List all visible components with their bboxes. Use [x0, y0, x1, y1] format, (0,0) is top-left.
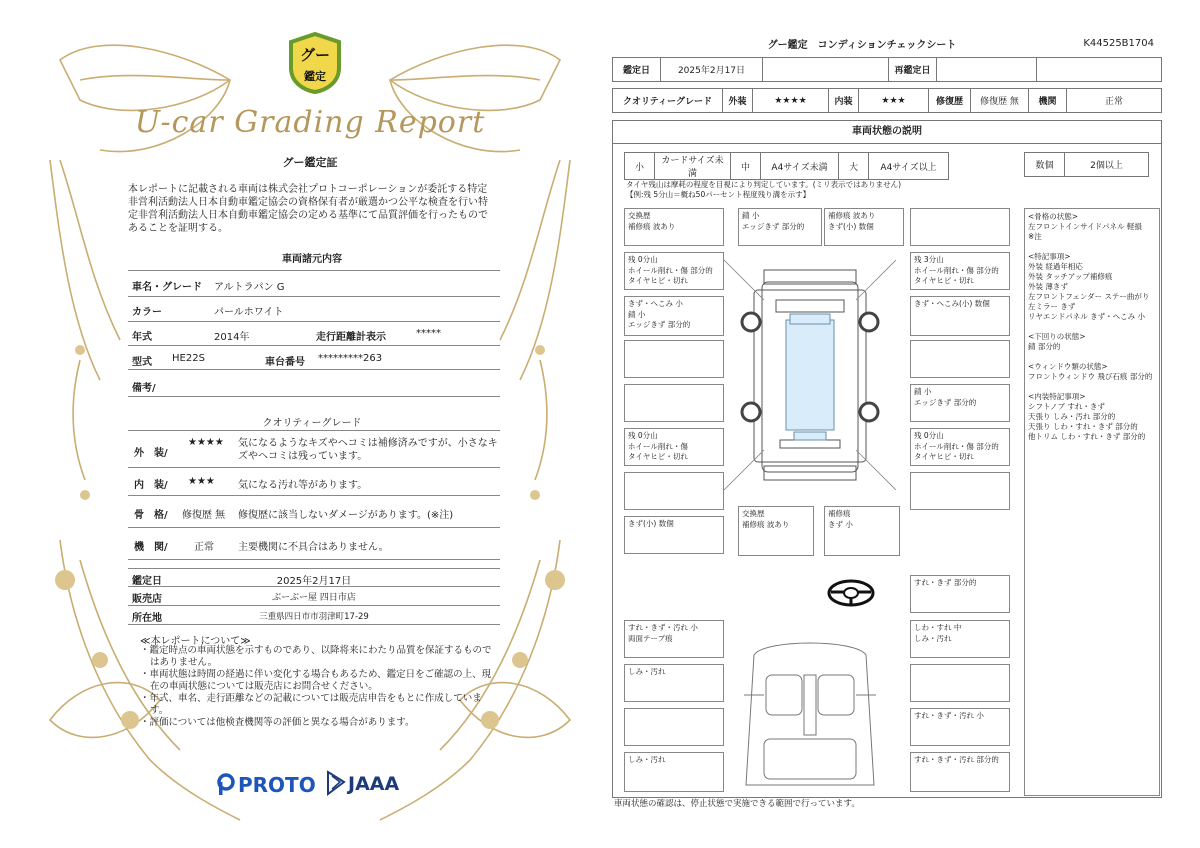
grade-table	[612, 88, 1162, 113]
certificate-title: グー鑑定証	[282, 156, 338, 169]
chassis-label: 車台番号	[265, 357, 305, 368]
badge-bottom-text: 鑑定	[304, 70, 326, 83]
specs-title: 車両諸元内容	[282, 254, 342, 265]
damage-line: エッジきず 部分的	[628, 320, 691, 329]
desc-line: リヤエンドパネル きず・へこみ 小	[1028, 312, 1145, 321]
damage-line: きず(小) 数個	[828, 221, 874, 231]
desc-line: 天張り しみ・汚れ 部分的	[1028, 412, 1116, 421]
frame-value: 修復歴 無	[182, 510, 226, 521]
damage-line: しみ・汚れ	[914, 633, 952, 643]
desc-line: 錆 部分的	[1028, 342, 1061, 351]
size-legend-table	[624, 152, 949, 180]
ext-stars: ★★★★	[753, 89, 829, 113]
state-title: 車両状態の説明	[612, 120, 1162, 144]
damage-line: ホイール削れ・傷 部分的	[628, 265, 713, 275]
engine-label: 機関	[1029, 89, 1067, 113]
car-top-view-icon	[724, 260, 896, 490]
interior-stars: ★★★	[188, 476, 215, 487]
desc-line: 外装 タッチアップ補修痕	[1028, 272, 1113, 281]
name-label: 車名・グレード	[132, 282, 202, 293]
damage-box	[624, 296, 724, 336]
repair-label: 修復歴	[929, 89, 971, 113]
count-desc: 2個以上	[1065, 153, 1149, 177]
damage-line: 残 3分山	[914, 255, 944, 264]
model-label: 型式	[132, 357, 152, 368]
damage-line: 補修痕 波あり	[828, 211, 876, 220]
tire-note-1: タイヤ残山は摩耗の程度を目視により判定しています。(ミリ表示ではありません)	[626, 180, 902, 189]
desc-line: 他トリム しわ・すれ・きず 部分的	[1028, 432, 1146, 441]
row-frame	[128, 496, 500, 528]
count-legend-table	[1024, 152, 1149, 177]
damage-box	[738, 208, 822, 246]
quality-title: クオリティーグレード	[262, 418, 362, 429]
damage-box	[624, 472, 724, 510]
damage-line: 残 0分山	[628, 255, 658, 264]
damage-line: タイヤヒビ・切れ	[914, 452, 974, 461]
damage-line: きず・へこみ 小	[628, 299, 683, 308]
sheet-id: K44525B1704	[1083, 38, 1154, 49]
color-value: パールホワイト	[214, 307, 284, 318]
mileage-label: 走行距離計表示	[316, 332, 386, 343]
description-panel	[1024, 208, 1160, 796]
script-title: U-car Grading Report	[134, 105, 486, 140]
empty-cell	[1037, 58, 1162, 82]
name-value: アルトラパン G	[214, 282, 285, 293]
date-label: 鑑定日	[613, 58, 661, 82]
damage-line: タイヤヒビ・切れ	[628, 452, 688, 461]
damage-box	[910, 428, 1010, 466]
redate-value	[937, 58, 1037, 82]
count-label: 数個	[1025, 153, 1065, 177]
footer-note: 車両状態の確認は、停止状態で実施できる範囲で行っています。	[614, 799, 860, 809]
interior-box	[624, 664, 724, 702]
damage-box	[624, 252, 724, 290]
damage-box	[738, 506, 814, 556]
damage-line: 補修痕 波あり	[628, 221, 676, 231]
desc-frame	[1028, 212, 1156, 242]
desc-line: ※注	[1028, 232, 1042, 241]
damage-line: 両面テープ痕	[628, 633, 673, 643]
desc-line: 外装 薄きず	[1028, 282, 1068, 291]
interior-label: 内 装/	[134, 480, 168, 491]
year-label: 年式	[132, 332, 152, 343]
engine-label: 機 関/	[134, 542, 168, 553]
engine-value: 正常	[1067, 89, 1162, 113]
desc-heading: <特記事項>	[1028, 252, 1071, 261]
steering-wheel-icon	[826, 578, 876, 608]
damage-line: きず・へこみ(小) 数個	[914, 299, 990, 308]
frame-label: 骨 格/	[134, 510, 168, 521]
damage-box	[910, 208, 1010, 246]
int-stars: ★★★	[859, 89, 929, 113]
shop-label: 販売店	[132, 594, 162, 605]
damage-line: ホイール削れ・傷 部分的	[914, 265, 999, 275]
row-address	[128, 606, 500, 625]
row-engine	[128, 528, 500, 560]
desc-heading: <ウィンドウ類の状態>	[1028, 362, 1108, 371]
large-desc: A4サイズ以上	[869, 153, 949, 180]
damage-box	[624, 384, 724, 422]
row-exterior	[128, 430, 500, 468]
engine-value: 正常	[194, 542, 214, 553]
damage-box	[910, 384, 1010, 422]
desc-line: フロントウィンドウ 飛び石痕 部分的	[1028, 372, 1153, 381]
car-interior-view-icon	[724, 635, 896, 793]
interior-box	[910, 575, 1010, 613]
damage-line: すれ・きず・汚れ 小	[914, 711, 984, 720]
desc-line: 左フロントフェンダー ステー曲がり	[1028, 292, 1150, 301]
desc-interior	[1028, 392, 1156, 442]
address-value: 三重県四日市市羽津町17-29	[259, 612, 369, 622]
damage-box	[624, 340, 724, 378]
interior-box	[624, 752, 724, 792]
grade-label: クオリティーグレード	[613, 89, 723, 113]
jaaa-logo-text: JAAA	[348, 773, 400, 795]
row-name	[128, 270, 500, 297]
damage-box	[824, 506, 900, 556]
note-item: ・年式、車名、走行距離などの記載については販売店申告をもとに作成しています。	[140, 693, 482, 716]
damage-line: きず 小	[828, 519, 853, 529]
desc-windows	[1028, 362, 1156, 382]
desc-line: シフトノブ すれ・きず	[1028, 402, 1105, 411]
mileage-value: *****	[416, 328, 441, 339]
damage-line: 錆 小	[742, 211, 760, 220]
interior-box	[910, 664, 1010, 702]
row-year	[128, 322, 500, 346]
proto-logo-text: PROTO	[238, 773, 316, 797]
damage-line: 残 0分山	[628, 431, 658, 440]
damage-line: すれ・きず・汚れ 小	[628, 623, 698, 632]
damage-line: 錆 小	[914, 387, 932, 396]
date-value: 2025年2月17日	[661, 58, 763, 82]
exterior-label: 外 装/	[134, 448, 168, 459]
row-color	[128, 297, 500, 322]
row-shop	[128, 587, 500, 606]
note-item: ・鑑定時点の車両状態を示すものであり、以降将来にわたり品質を保証するものではありません。	[140, 645, 492, 668]
condition-check-sheet	[612, 30, 1164, 810]
small-label: 小	[625, 153, 655, 180]
damage-line: タイヤヒビ・切れ	[628, 276, 688, 285]
engine-text: 主要機関に不具合はありません。	[238, 542, 389, 553]
notes-list	[140, 645, 500, 729]
damage-box	[910, 340, 1010, 378]
exterior-text: 気になるようなキズやヘコミは補修済みですが、小さなキズやヘコミは残っています。	[238, 438, 498, 462]
chassis-value: *********263	[318, 353, 383, 364]
sheet-title: グー鑑定 コンディションチェックシート	[767, 40, 957, 51]
interior-text: 気になる汚れ等があります。	[238, 480, 368, 491]
interior-box	[624, 620, 724, 658]
tire-note-2: 【例:残 5分山＝概ね50パーセント程度残り溝を示す】	[626, 190, 811, 199]
damage-line: 補修痕 波あり	[742, 519, 790, 529]
repair-value: 修復歴 無	[971, 89, 1029, 113]
row-model	[128, 346, 500, 370]
proto-logo-icon	[216, 772, 236, 796]
date-label: 鑑定日	[132, 576, 162, 587]
exterior-stars: ★★★★	[188, 437, 224, 448]
damage-box	[910, 296, 1010, 336]
desc-heading: <骨格の状態>	[1028, 212, 1079, 221]
damage-box	[824, 208, 904, 246]
notes-title: ≪本レポートについて≫	[140, 636, 251, 647]
damage-line: しみ・汚れ	[628, 667, 666, 676]
remarks-label: 備考/	[132, 383, 156, 394]
damage-box	[624, 208, 724, 246]
damage-line: すれ・きず 部分的	[914, 578, 977, 587]
damage-box	[910, 472, 1010, 510]
mid-desc: A4サイズ未満	[761, 153, 839, 180]
desc-notes	[1028, 252, 1156, 322]
address-label: 所在地	[132, 613, 162, 624]
ext-label: 外装	[723, 89, 753, 113]
desc-underbody	[1028, 332, 1156, 352]
interior-box	[624, 708, 724, 746]
row-remarks	[128, 370, 500, 397]
jaaa-logo-icon	[326, 770, 346, 796]
damage-line: きず(小) 数個	[628, 519, 674, 528]
damage-line: ホイール削れ・傷	[628, 441, 688, 451]
desc-heading: <内装特記事項>	[1028, 392, 1086, 401]
damage-line: 交換歴	[628, 211, 651, 220]
damage-line: タイヤヒビ・切れ	[914, 276, 974, 285]
damage-line: しみ・汚れ	[628, 755, 666, 764]
badge-top-text: グー	[299, 46, 330, 64]
mid-label: 中	[731, 153, 761, 180]
damage-line: 交換歴	[742, 509, 765, 518]
model-value: HE22S	[172, 353, 205, 364]
damage-box	[624, 428, 724, 466]
damage-line: エッジきず 部分的	[742, 221, 805, 231]
damage-box	[910, 252, 1010, 290]
damage-line: すれ・きず・汚れ 部分的	[914, 755, 999, 764]
note-item: ・車両状態は時間の経過に伴い変化する場合もあるため、鑑定日をご確認の上、現在の車両状態については販売店にお問合せください。	[140, 669, 492, 692]
desc-line: 左ミラー きず	[1028, 302, 1076, 311]
redate-label: 再鑑定日	[889, 58, 937, 82]
empty-cell	[763, 58, 889, 82]
large-label: 大	[839, 153, 869, 180]
small-desc: カードサイズ未満	[655, 153, 731, 180]
desc-heading: <下回りの状態>	[1028, 332, 1086, 341]
damage-line: 錆 小	[628, 309, 646, 319]
grading-certificate	[40, 20, 580, 830]
date-table	[612, 57, 1162, 82]
damage-line: 残 0分山	[914, 431, 944, 440]
color-label: カラー	[132, 307, 162, 318]
damage-line: ホイール削れ・傷 部分的	[914, 441, 999, 451]
frame-text: 修復歴に該当しないダメージがあります。(※注)	[238, 510, 454, 521]
row-interior	[128, 468, 500, 496]
damage-box	[624, 516, 724, 554]
note-item: ・評価については他検査機関等の評価と異なる場合があります。	[140, 717, 415, 728]
year-value: 2014年	[214, 332, 250, 343]
damage-line: しわ・すれ 中	[914, 623, 962, 632]
desc-line: 天張り しわ・すれ・きず 部分的	[1028, 422, 1138, 431]
interior-box	[910, 752, 1010, 792]
damage-line: エッジきず 部分的	[914, 397, 977, 407]
shop-value: ぶーぶー屋 四日市店	[272, 593, 356, 603]
interior-box	[910, 708, 1010, 746]
desc-line: 外装 経過年相応	[1028, 262, 1083, 271]
damage-line: 補修痕	[828, 509, 851, 518]
desc-line: 左フロントインサイドパネル 軽損	[1028, 222, 1142, 231]
certificate-body: 本レポートに記載される車両は株式会社プロトコーポレーションが委託する特定非営利活動法人日本自動車鑑定協会の資格保有者が厳選かつ公平な検査を行い特定非営利活動法人日本自動車鑑定協会の定める基準にて品質評価を行ったものであることを証明する。	[128, 184, 488, 234]
row-date	[128, 568, 500, 587]
int-label: 内装	[829, 89, 859, 113]
date-value: 2025年2月17日	[276, 576, 352, 587]
interior-box	[910, 620, 1010, 658]
